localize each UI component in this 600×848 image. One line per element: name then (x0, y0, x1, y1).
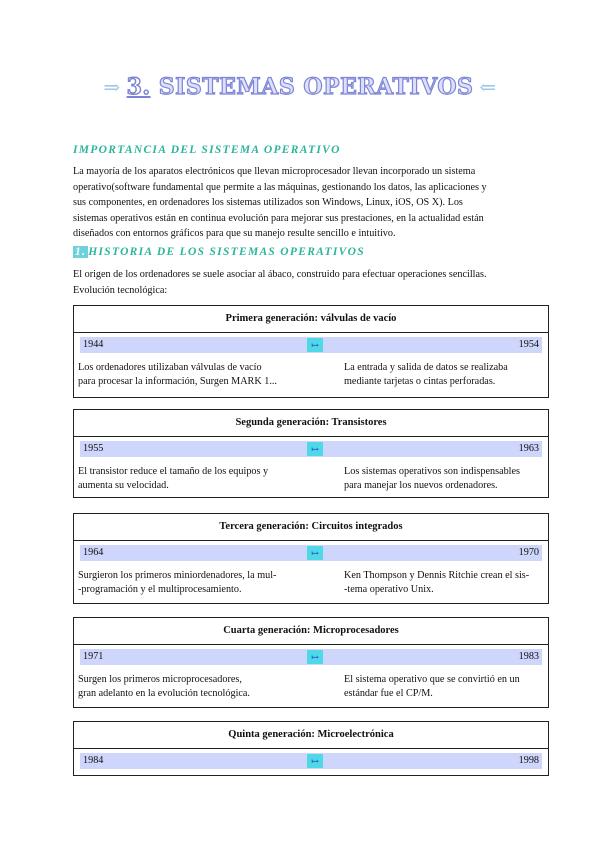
section-heading-historia (73, 246, 365, 258)
description-left (78, 569, 318, 597)
timeline-bar (80, 649, 542, 665)
generation-box-2 (73, 409, 549, 498)
timeline-bar (80, 753, 542, 769)
maps-to-arrow-icon: ↦ (307, 442, 323, 456)
section-heading-text: HISTORIA DE LOS SISTEMAS OPERATIVOS (88, 246, 365, 258)
page-title (0, 74, 600, 100)
title-text: SISTEMAS OPERATIVOS (158, 74, 474, 100)
right-double-arrow-icon: ⇒ (103, 75, 121, 99)
description-line: aumenta su velocidad. (78, 480, 169, 491)
description-left (78, 673, 318, 701)
generation-description (74, 569, 548, 603)
timeline-bar (80, 441, 542, 457)
end-year: 1954 (518, 339, 539, 350)
timeline-bar (80, 337, 542, 353)
description-line: mediante tarjetas o cintas perforadas. (344, 376, 496, 387)
start-year: 1964 (83, 547, 104, 558)
section-heading-importancia: IMPORTANCIA DEL SISTEMA OPERATIVO (73, 144, 341, 156)
description-right (344, 361, 544, 389)
section-number: 1. (75, 246, 87, 258)
start-year: 1984 (83, 755, 104, 766)
description-right (344, 673, 544, 701)
paragraph-line: sistemas operativos están en continua evolución para mejorar sus prestaciones, en la actualidad están (73, 212, 484, 224)
paragraph-historia (73, 267, 533, 298)
paragraph-line: La mayoría de los aparatos electrónicos que llevan microprocesador llevan incorporado un sistema (73, 166, 476, 177)
start-year: 1955 (83, 443, 104, 454)
paragraph-line: diseñados con entornos gráficos para que su manejo resulte sencillo e intuitivo. (73, 228, 396, 239)
generation-box-1 (73, 305, 549, 398)
description-line: gran adelanto en la evolución tecnológica. (78, 688, 250, 699)
description-right (344, 465, 544, 493)
start-year: 1944 (83, 339, 104, 350)
maps-to-arrow-icon: ↦ (307, 338, 323, 352)
generation-title: Cuarta generación: Microprocesadores (74, 618, 548, 645)
generation-description (74, 673, 548, 707)
generation-description (74, 361, 548, 395)
maps-to-arrow-icon: ↦ (307, 650, 323, 664)
generation-box-4 (73, 617, 549, 708)
end-year: 1983 (518, 651, 539, 662)
description-right (344, 569, 544, 597)
description-line: -programación y el multiprocesamiento. (78, 584, 242, 595)
end-year: 1998 (518, 755, 539, 766)
description-line: Los ordenadores utilizaban válvulas de vacío (78, 362, 262, 373)
description-line: Los sistemas operativos son indispensables (344, 466, 520, 477)
generation-box-3 (73, 513, 549, 604)
description-line: para procesar la información, Surgen MARK 1... (78, 376, 277, 387)
start-year: 1971 (83, 651, 104, 662)
description-line: El sistema operativo que se convirtió en un (344, 674, 520, 685)
end-year: 1963 (518, 443, 539, 454)
description-line: -tema operativo Unix. (344, 584, 434, 595)
paragraph-line: Evolución tecnológica: (73, 284, 168, 296)
description-line: para manejar los nuevos ordenadores. (344, 480, 498, 491)
description-line: Ken Thompson y Dennis Ritchie crean el sis- (344, 570, 530, 581)
generation-title: Segunda generación: Transistores (74, 410, 548, 437)
description-line: estándar fue el CP/M. (344, 688, 433, 699)
maps-to-arrow-icon: ↦ (307, 754, 323, 768)
paragraph-line: sus componentes, en ordenadores los sistemas utilizados son Windows, Linux, iOS, OS X). Los (73, 197, 463, 208)
end-year: 1970 (518, 547, 539, 558)
paragraph-line: operativo(software fundamental que permite a las máquinas, gestionando los datos, las aplicaciones y (73, 181, 487, 193)
generation-title: Primera generación: válvulas de vacío (74, 306, 548, 333)
timeline-bar (80, 545, 542, 561)
generation-title: Tercera generación: Circuitos integrados (74, 514, 548, 541)
generation-description (74, 465, 548, 499)
paragraph-line: El origen de los ordenadores se suele asociar al ábaco, construido para efectuar operaciones sencillas. (73, 269, 487, 280)
generation-title: Quinta generación: Microelectrónica (74, 722, 548, 749)
paragraph-importancia (73, 164, 533, 242)
description-line: Surgen los primeros microprocesadores, (78, 674, 242, 685)
description-line: La entrada y salida de datos se realizaba (344, 362, 508, 373)
title-number: 3. (126, 74, 151, 100)
description-left (78, 465, 318, 493)
left-double-arrow-icon: ⇐ (479, 75, 497, 99)
description-left (78, 361, 318, 389)
description-line: Surgieron los primeros miniordenadores, la mul- (78, 570, 277, 581)
generation-box-5 (73, 721, 549, 776)
description-line: El transistor reduce el tamaño de los equipos y (78, 466, 269, 477)
maps-to-arrow-icon: ↦ (307, 546, 323, 560)
